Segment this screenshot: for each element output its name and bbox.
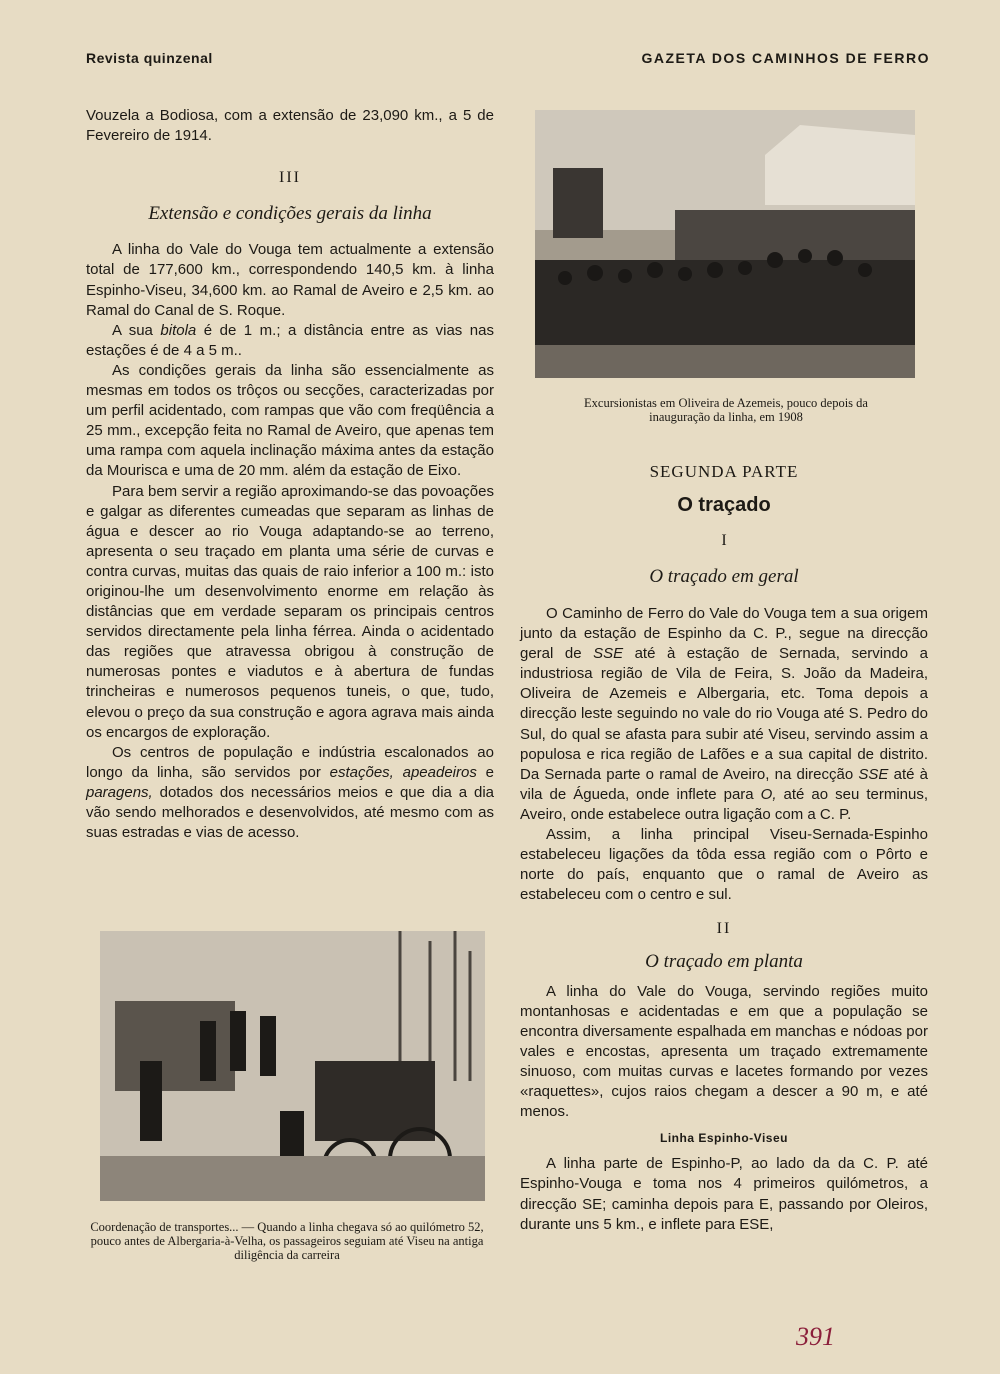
running-head-left: Revista quinzenal <box>86 50 213 66</box>
section-number: I <box>721 532 727 549</box>
section-number: II <box>716 920 732 938</box>
paragraph: A sua bitola é de 1 m.; a distância entre as vias nas estações é de 4 a 5 m.. <box>86 321 494 359</box>
paragraph: Para bem servir a região aproximando-se das povoações e galgar as diferentes cumeadas que separam as linhas de água e descer ao rio Vouga adaptando-se ao terreno, apresenta o seu traçado em planta uma série de curvas e contra curvas, muitas das quais de raio inferior a 100 m.: isto originou-lhe um desenvolvimento enorme em relação às distâncias que em verdade separam os principais centros servidos directamente pela linha férrea. Ainda o acidentado das regiões que atravessa obrigou à construção de numerosas pontes e viadutos e à abertura de fundas trincheiras e numerosos pequenos tuneis, o que, tudo, elevou o preço da sua construção e agora agrava mais ainda os encargos de exploração. <box>86 482 494 741</box>
subheading: Linha Espinho-Viseu <box>660 1131 788 1146</box>
paragraph: O Caminho de Ferro do Vale do Vouga tem a sua origem junto da estação de Espinho da C. P., segue na direcção geral de SSE até à estação de Sernada, servindo a industriosa região de Vila de Feira, S. João da Madeira, Oliveira de Azemeis e Albergaria, etc. Toma depois a direcção leste seguindo no vale do rio Vouga até S. Pedro do Sul, do qual se afasta para subir até Viseu, servindo assim a populosa e rica região de Lafões e a sua capital de distrito. Da Sernada parte o ramal de Aveiro, na direcção SSE até à vila de Águeda, onde inflete para O, até ao seu terminus, Aveiro, onde estabelece outra ligação com a C. P. <box>520 605 929 823</box>
section-title: O traçado em planta <box>645 950 803 972</box>
section-number: III <box>279 169 301 187</box>
intro-paragraph: Vouzela a Bodiosa, com a extensão de 23,090 km., a 5 de Fevereiro de 1914. <box>86 107 494 145</box>
page-number: 391 <box>796 1322 835 1351</box>
photo-transport-coordination <box>100 931 485 1201</box>
right-column <box>520 604 928 1235</box>
station-photo-illustration <box>535 110 915 378</box>
paragraph: A linha do Vale do Vouga, servindo regiões muito montanhosas e acidentadas e em que a população se encontra diversamente espalhada em manchas e nódoas por vales e encostas, apresenta um traçado extremamente sinuoso, com muitas curvas e lacetes formando por vezes «raquettes», cujos raios chegam a descer a 90 m, e até menos. <box>520 982 928 1121</box>
paragraph: A linha do Vale do Vouga tem actualmente a extensão total de 177,600 km., correspondendo 140,5 km. à linha Espinho-Viseu, 34,600 km. ao Ramal de Aveiro e 2,5 km. ao Ramal do Canal de S. Roque. <box>86 241 494 319</box>
photo-caption-bottom: Coordenação de transportes... — Quando a linha chegava só ao quilómetro 52, pouco antes de Albergaria-à-Velha, os passageiros seguiam até Viseu na antiga diligência da carreira <box>90 1220 484 1262</box>
running-head-right: GAZETA DOS CAMINHOS DE FERRO <box>641 50 930 66</box>
diligence-photo-illustration <box>100 931 485 1201</box>
paragraph: Os centros de população e indústria escalonados ao longo da linha, são servidos por estações, apeadeiros e paragens, dotados dos necessários meios e que dia a dia vão sendo melhorados e desenvolvidos, até mesmo com as suas estradas e vias de acesso. <box>86 743 494 842</box>
left-column <box>86 106 494 843</box>
part-title: O traçado <box>677 494 771 516</box>
paragraph: A linha parte de Espinho-P, ao lado da da C. P. até Espinho-Vouga e toma nos 4 primeiros quilómetros, a direcção SE; caminha depois para E, passando por Oleiros, durante uns 5 km., e inflete para ESE, <box>520 1155 928 1233</box>
photo-caption-top: Excursionistas em Oliveira de Azemeis, pouco depois da inauguração da linha, em 1908 <box>584 396 868 424</box>
section-title: Extensão e condições gerais da linha <box>148 203 432 225</box>
paragraph: As condições gerais da linha são essencialmente as mesmas em todos os trôços ou secções, caracterizadas por um perfil acidentado, com rampas que vão com freqüência a 25 mm., excepção feita no Ramal de Aveiro, que apenas tem uma rampa com aquela inclinação máxima antes da estação da Mourisca e uma de 20 mm. além da estação de Eixo. <box>86 361 494 480</box>
paragraph: Assim, a linha principal Viseu-Sernada-Espinho estabeleceu ligações da tôda essa região com o Pôrto e norte do país, enquanto que o ramal de Aveiro as estabeleceu com o centro e sul. <box>520 826 928 904</box>
section-title: O traçado em geral <box>649 566 799 587</box>
photo-excursionists <box>535 110 915 378</box>
part-label: SEGUNDA PARTE <box>649 462 799 481</box>
